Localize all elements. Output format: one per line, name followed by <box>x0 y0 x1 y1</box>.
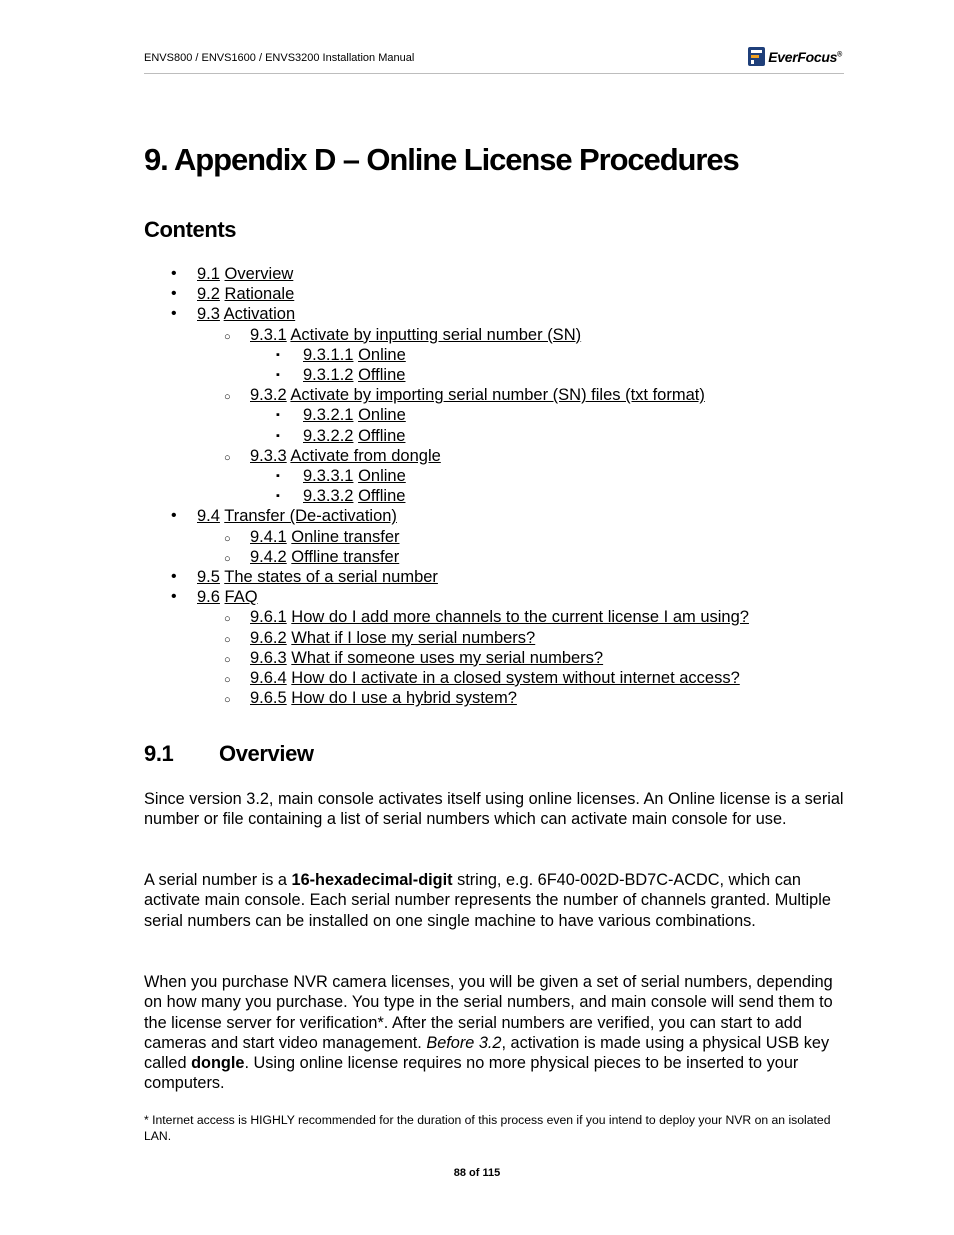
toc-item <box>197 304 295 324</box>
paragraph-1: Since version 3.2, main console activates itself using online licenses. An Online license is a serial number or file containing a list of serial numbers which can activate main console for use. <box>144 790 844 829</box>
toc-bullet-icon: ○ <box>224 653 231 666</box>
toc-title-link[interactable]: Activate by importing serial number (SN) files (txt format) <box>290 386 705 405</box>
toc-title-link[interactable]: Transfer (De-activation) <box>224 507 397 526</box>
toc-item <box>197 567 438 587</box>
toc-bullet-icon: ○ <box>224 391 231 404</box>
toc-item <box>303 426 405 446</box>
paragraph-3: When you purchase NVR camera licenses, you will be given a set of serial numbers, depending on how many you purchase. You type in the serial numbers, and main console will send them to the license server for verification*. After the serial numbers are verified, you can start to add cameras and start video management. Before 3.2, activation is made using a physical USB key called dongle. Using online license requires no more physical pieces to be inserted to your computers. <box>144 973 833 1093</box>
section-number: 9.1 <box>144 741 174 766</box>
toc-bullet-icon: ▪ <box>276 429 280 442</box>
toc-item <box>250 668 740 688</box>
toc-number-link[interactable]: 9.3.2.2 <box>303 426 354 445</box>
toc-bullet-icon: ▪ <box>276 348 280 361</box>
toc-number-link[interactable]: 9.3.1 <box>250 325 287 344</box>
toc-bullet-icon: ○ <box>224 633 231 646</box>
toc-item <box>303 466 406 486</box>
section-title: Overview <box>219 741 314 766</box>
toc-item <box>250 648 603 668</box>
toc-item <box>250 688 517 708</box>
toc-bullet-icon: • <box>171 265 177 282</box>
toc-title-link[interactable]: What if I lose my serial numbers? <box>291 628 536 647</box>
toc-title-link[interactable]: Rationale <box>224 285 295 304</box>
toc-item <box>250 527 400 547</box>
toc-bullet-icon: ○ <box>224 674 231 686</box>
toc-item <box>197 506 397 526</box>
toc-number-link[interactable]: 9.3.1.2 <box>303 366 354 384</box>
toc-bullet-icon: ○ <box>224 330 231 343</box>
section-heading <box>144 741 314 767</box>
toc-bullet-icon: ▪ <box>276 470 280 482</box>
toc-number-link[interactable]: 9.1 <box>197 265 220 283</box>
toc-title-link[interactable]: Online <box>358 467 406 485</box>
toc-title-link[interactable]: Offline <box>358 426 406 445</box>
toc-title-link[interactable]: Activate by inputting serial number (SN) <box>290 325 582 344</box>
toc-number-link[interactable]: 9.4.2 <box>250 547 287 566</box>
toc-bullet-icon: • <box>171 305 177 323</box>
toc-number-link[interactable]: 9.6.5 <box>250 689 287 708</box>
toc-number-link[interactable]: 9.4.1 <box>250 527 287 546</box>
toc-number-link[interactable]: 9.6.4 <box>250 669 287 687</box>
toc-item <box>250 385 705 405</box>
paragraph-2: A serial number is a 16-hexadecimal-digit string, e.g. 6F40-002D-BD7C-ACDC, which can activate main console. Each serial number represents the number of channels granted. Multiple serial numbers can be installed on one single machine to have various combinations. <box>144 871 831 930</box>
toc-item <box>303 486 405 506</box>
toc-number-link[interactable]: 9.3.1.1 <box>303 345 354 364</box>
toc-title-link[interactable]: What if someone uses my serial numbers? <box>291 648 604 667</box>
hex-digit-emphasis: 16-hexadecimal-digit <box>291 871 453 889</box>
toc-item <box>303 365 405 385</box>
dongle-emphasis: dongle <box>191 1054 245 1073</box>
chapter-title: 9. Appendix D – Online License Procedures <box>144 142 739 177</box>
logo-text: EverFocus® <box>768 48 842 65</box>
toc-number-link[interactable]: 9.6.3 <box>250 648 287 667</box>
toc-title-link[interactable]: Offline <box>358 487 406 506</box>
toc-number-link[interactable]: 9.2 <box>197 285 220 304</box>
toc-item <box>197 264 293 284</box>
contents-heading: Contents <box>144 217 237 242</box>
toc-item <box>250 547 399 567</box>
toc-title-link[interactable]: Activate from dongle <box>290 446 441 465</box>
toc-bullet-icon: • <box>171 568 177 585</box>
toc-bullet-icon: ○ <box>224 694 231 707</box>
page-header <box>144 42 844 74</box>
toc-number-link[interactable]: 9.3.3 <box>250 446 287 465</box>
toc-number-link[interactable]: 9.6.2 <box>250 628 287 647</box>
toc-title-link[interactable]: Activation <box>223 305 296 324</box>
toc-number-link[interactable]: 9.3.3.1 <box>303 467 354 485</box>
toc-bullet-icon: • <box>171 588 177 606</box>
toc-title-link[interactable]: Online transfer <box>291 527 400 546</box>
toc-item <box>197 587 258 607</box>
before-version-emphasis: Before 3.2 <box>426 1033 502 1052</box>
toc-bullet-icon: ▪ <box>276 409 280 422</box>
toc-number-link[interactable]: 9.5 <box>197 568 220 586</box>
toc-title-link[interactable]: Offline <box>358 366 406 384</box>
toc-title-link[interactable]: The states of a serial number <box>224 568 438 586</box>
toc-item <box>303 405 406 425</box>
toc-item <box>250 628 535 648</box>
toc-title-link[interactable]: Online <box>358 345 406 364</box>
toc-item <box>303 345 406 365</box>
toc-item <box>250 607 749 627</box>
toc-bullet-icon: ○ <box>224 532 231 545</box>
toc-title-link[interactable]: Offline transfer <box>291 547 400 566</box>
toc-title-link[interactable]: FAQ <box>224 588 258 607</box>
toc-number-link[interactable]: 9.6.1 <box>250 608 287 627</box>
toc-number-link[interactable]: 9.3.3.2 <box>303 487 354 506</box>
toc-title-link[interactable]: Overview <box>224 265 294 283</box>
toc-title-link[interactable]: How do I use a hybrid system? <box>291 689 517 708</box>
toc-item <box>197 284 294 304</box>
toc-title-link[interactable]: How do I add more channels to the current license I am using? <box>291 608 749 627</box>
page-number: 88 of 115 <box>453 1167 501 1179</box>
toc-number-link[interactable]: 9.6 <box>197 588 220 607</box>
toc-bullet-icon: • <box>171 285 177 303</box>
toc-bullet-icon: ○ <box>224 552 231 565</box>
toc-bullet-icon: ○ <box>224 613 231 626</box>
manual-title: ENVS800 / ENVS1600 / ENVS3200 Installation Manual <box>144 52 415 64</box>
everfocus-logo <box>748 47 842 66</box>
toc-bullet-icon: • <box>171 507 177 525</box>
toc-number-link[interactable]: 9.3 <box>197 305 220 324</box>
toc-item <box>250 325 581 345</box>
toc-title-link[interactable]: Online <box>358 406 406 425</box>
toc-bullet-icon: ○ <box>224 451 231 464</box>
toc-bullet-icon: ▪ <box>276 490 280 503</box>
toc-bullet-icon: ▪ <box>276 369 280 381</box>
toc-item <box>250 446 441 466</box>
toc-title-link[interactable]: How do I activate in a closed system without internet access? <box>291 669 740 687</box>
toc-number-link[interactable]: 9.3.2.1 <box>303 406 354 425</box>
everfocus-logo-icon <box>748 47 765 66</box>
toc-number-link[interactable]: 9.3.2 <box>250 386 287 405</box>
footnote: * Internet access is HIGHLY recommended for the duration of this process even if you intend to deploy your NVR on an isolated LAN. <box>144 1113 831 1143</box>
toc-number-link[interactable]: 9.4 <box>197 507 220 526</box>
